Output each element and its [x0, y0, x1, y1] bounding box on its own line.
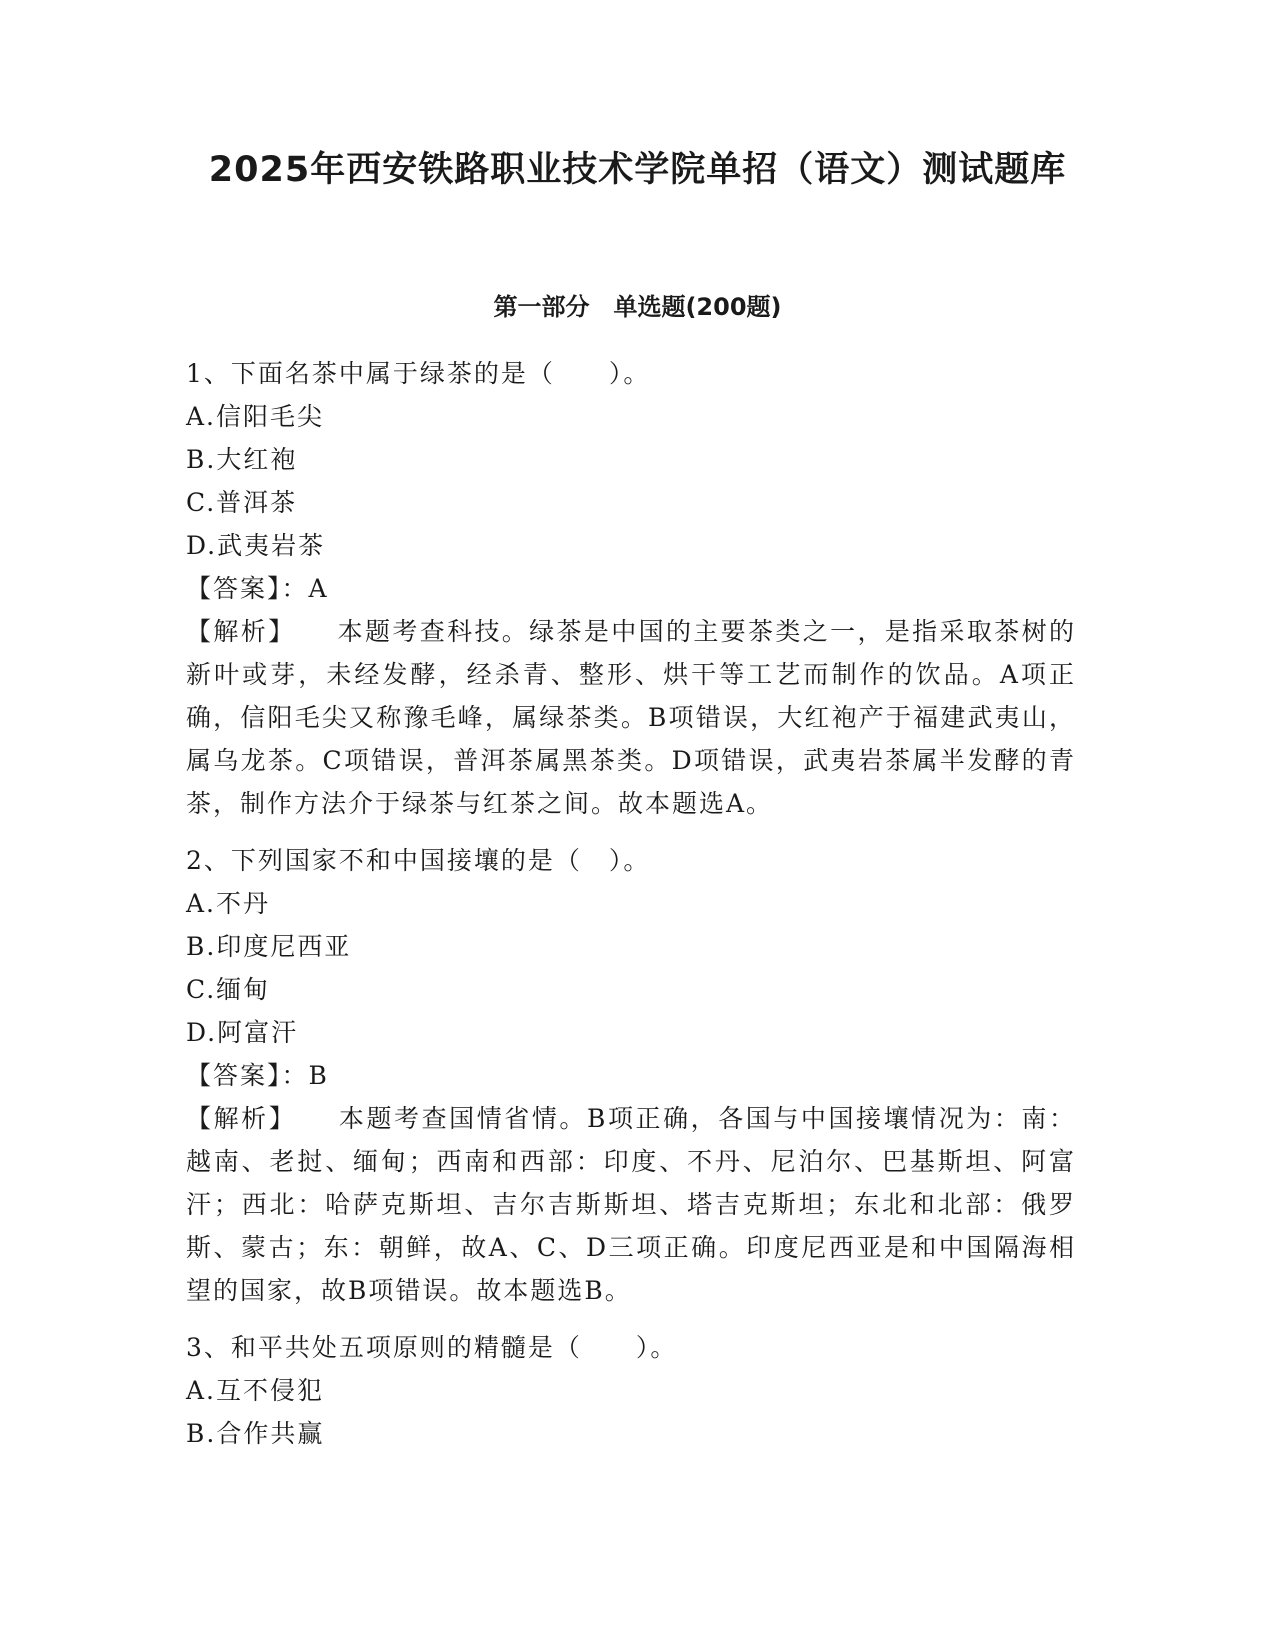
option-a: A.互不侵犯: [186, 1376, 325, 1405]
answer-label: 【答案】：: [186, 1061, 309, 1090]
answer-line: [186, 1054, 1076, 1097]
question-list: [186, 352, 1076, 1469]
option-b: B.合作共赢: [186, 1419, 325, 1448]
question-item: [186, 352, 1076, 825]
answer-label: 【答案】：: [186, 574, 309, 603]
option-c: C.普洱茶: [186, 488, 298, 517]
option-b: B.印度尼西亚: [186, 932, 352, 961]
analysis-text: 本题考查国情省情。B项正确，各国与中国接壤情况为：南：越南、老挝、缅甸；西南和西部：印度、不丹、尼泊尔、巴基斯坦、阿富汗；西北：哈萨克斯坦、吉尔吉斯斯坦、塔吉克斯坦；东北和北部：俄罗斯、蒙古；东：朝鲜，故A、C、D三项正确。印度尼西亚是和中国隔海相望的国家，故B项错误。故本题选B。: [186, 1104, 1076, 1305]
question-item: [186, 1326, 1076, 1455]
option-a: A.信阳毛尖: [186, 402, 325, 431]
question-stem: 1、下面名茶中属于绿茶的是（ ）。: [186, 359, 651, 388]
analysis-text: 本题考查科技。绿茶是中国的主要茶类之一，是指采取茶树的新叶或芽，未经发酵，经杀青、整形、烘干等工艺而制作的饮品。A项正确，信阳毛尖又称豫毛峰，属绿茶类。B项错误，大红袍产于福建武夷山，属乌龙茶。C项错误，普洱茶属黑茶类。D项错误，武夷岩茶属半发酵的青茶，制作方法介于绿茶与红茶之间。故本题选A。: [186, 617, 1076, 818]
answer-value: B: [308, 1061, 329, 1090]
answer-line: [186, 567, 1076, 610]
question-stem: 3、和平共处五项原则的精髓是（ ）。: [186, 1333, 678, 1362]
option-a: A.不丹: [186, 889, 271, 918]
question-stem: 2、下列国家不和中国接壤的是（ ）。: [186, 846, 651, 875]
document-title: 2025年西安铁路职业技术学院单招（语文）测试题库: [208, 150, 1067, 190]
analysis-paragraph: [186, 610, 1076, 825]
section-title: 第一部分 单选题(200题): [493, 293, 782, 321]
option-c: C.缅甸: [186, 975, 271, 1004]
option-d: D.阿富汗: [186, 1018, 299, 1047]
question-item: [186, 839, 1076, 1312]
analysis-label: 【解析】: [186, 1104, 339, 1133]
option-d: D.武夷岩茶: [186, 531, 326, 560]
option-b: B.大红袍: [186, 445, 298, 474]
answer-value: A: [308, 574, 329, 603]
analysis-label: 【解析】: [186, 617, 338, 646]
analysis-paragraph: [186, 1097, 1076, 1312]
